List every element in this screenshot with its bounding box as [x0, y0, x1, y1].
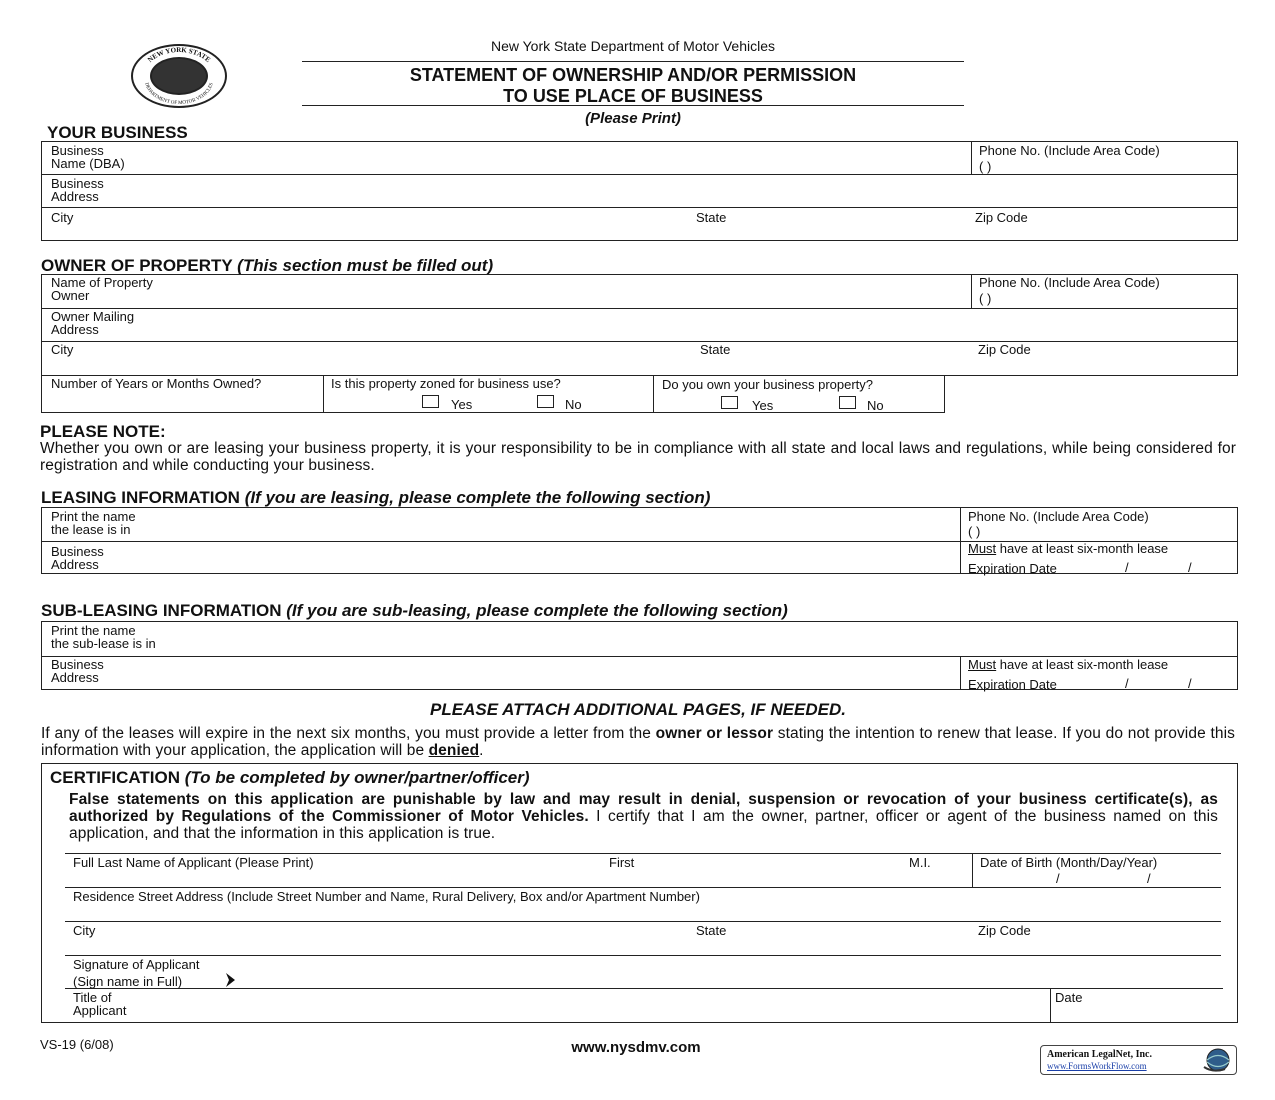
website-url[interactable]: www.nysdmv.com	[571, 1039, 701, 1056]
owner-zip-field[interactable]: Zip Code	[978, 342, 1031, 357]
yb-row-line-1	[41, 174, 1238, 175]
oq-col-line-1	[323, 375, 324, 413]
leasing-heading-text: LEASING INFORMATION	[41, 488, 240, 507]
ow-row-line-2	[41, 341, 1238, 342]
cert-line-1	[65, 853, 1221, 854]
leasing-heading	[41, 488, 710, 508]
subleasing-heading	[41, 601, 788, 621]
applicant-city-field[interactable]: City	[73, 923, 96, 938]
sublease-must-rest: have at least six-month lease	[996, 657, 1169, 672]
title-rule-top	[302, 61, 964, 62]
lease-must-word: Must	[968, 541, 997, 556]
agency-name: New York State Department of Motor Vehicles	[490, 38, 776, 54]
certification-heading-text: CERTIFICATION	[50, 768, 181, 787]
applicant-mi-field[interactable]: M.I.	[909, 855, 931, 870]
business-state-field[interactable]: State	[696, 210, 727, 225]
brand-url: www.FormsWorkFlow.com	[1047, 1061, 1147, 1071]
certification-warning: False statements on this application are punishable by law and may result in denial, suspension or revocation of your business certificate(s), as authorized by Regulations of the Commissioner of Motor Vehicles.	[69, 791, 1218, 825]
please-note-text: Whether you own or are leasing your business property, it is your responsibility to be in compliance with all state and local laws and regulations, while being considered for registration and while conducting your business.	[40, 440, 1236, 474]
owner-phone-field[interactable]: Phone No. (Include Area Code)	[979, 275, 1160, 290]
certification-heading-note: (To be completed by owner/partner/officer)	[184, 768, 530, 787]
globe-icon	[1201, 1047, 1233, 1073]
zoned-yes-label: Yes	[451, 397, 473, 412]
subleasing-heading-note: (If you are sub-leasing, please complete the following section)	[286, 601, 788, 620]
owner-heading	[41, 256, 493, 276]
please-print-note: (Please Print)	[585, 110, 681, 127]
cert-line-2	[65, 887, 1221, 888]
signature-date-field[interactable]: Date	[1055, 990, 1083, 1005]
own-no-label: No	[867, 398, 884, 413]
cert-line-4	[65, 955, 1221, 956]
please-note-heading: PLEASE NOTE:	[40, 422, 166, 441]
brand-badge[interactable]	[1040, 1045, 1237, 1075]
own-property-question: Do you own your business property?	[662, 377, 874, 392]
years-owned-field[interactable]: Number of Years or Months Owned?	[51, 376, 262, 391]
ow-row-line-1	[41, 308, 1238, 309]
lease-name-field[interactable]: Print the name the lease is in	[51, 509, 136, 537]
lease-address-field[interactable]: Business Address	[51, 544, 104, 572]
applicant-first-name-field[interactable]: First	[609, 855, 635, 870]
yb-row-line-2	[41, 207, 1238, 208]
applicant-state-field[interactable]: State	[696, 923, 727, 938]
zoned-no-checkbox[interactable]	[537, 395, 554, 408]
business-zip-field[interactable]: Zip Code	[975, 210, 1028, 225]
applicant-dob-field[interactable]: Date of Birth (Month/Day/Year)	[980, 855, 1158, 870]
form-title-line1: STATEMENT OF OWNERSHIP AND/OR PERMISSION	[409, 65, 857, 85]
sublease-exp-slash-2: /	[1188, 676, 1192, 691]
lease-expiration-field[interactable]: Expiration Date	[968, 561, 1057, 576]
owner-mailing-field[interactable]: Owner Mailing Address	[51, 309, 135, 337]
le-col-line	[960, 507, 961, 574]
sublease-address-field[interactable]: Business Address	[51, 657, 104, 685]
svg-text:DEPARTMENT OF MOTOR VEHICLES: DEPARTMENT OF MOTOR VEHICLES	[143, 82, 215, 106]
own-no-checkbox[interactable]	[839, 396, 856, 409]
oq-col-line-2	[653, 375, 654, 413]
sublease-name-field[interactable]: Print the name the sub-lease is in	[51, 623, 156, 651]
business-phone-parens: ( )	[979, 159, 992, 174]
lease-exp-slash-1: /	[1125, 560, 1129, 575]
zoned-no-label: No	[565, 397, 582, 412]
sublease-must-word: Must	[968, 657, 997, 672]
cert-col-line-2	[1050, 988, 1051, 1023]
title-rule-bottom	[302, 105, 964, 106]
sublease-expiration-field[interactable]: Expiration Date	[968, 677, 1057, 692]
cert-col-line-1	[972, 853, 973, 887]
arrow-right-icon	[224, 972, 236, 988]
own-yes-label: Yes	[752, 398, 774, 413]
signature-label: Signature of Applicant	[73, 957, 200, 972]
attach-pages-note: PLEASE ATTACH ADDITIONAL PAGES, IF NEEDED.	[430, 700, 846, 719]
lease-phone-parens: ( )	[968, 524, 981, 539]
owner-state-field[interactable]: State	[700, 342, 731, 357]
owner-heading-note: (This section must be filled out)	[237, 256, 494, 275]
owner-heading-text: OWNER OF PROPERTY	[41, 256, 233, 275]
lease-exp-slash-2: /	[1188, 560, 1192, 575]
yb-col-line	[971, 141, 972, 174]
expire-note-denied: denied	[428, 742, 480, 759]
certification-statement	[69, 791, 1218, 842]
sublease-must-note	[968, 658, 1168, 671]
business-city-field[interactable]: City	[51, 210, 74, 225]
zoned-question: Is this property zoned for business use?	[331, 376, 561, 391]
expire-note-end: .	[479, 742, 484, 759]
applicant-zip-field[interactable]: Zip Code	[978, 923, 1031, 938]
nys-seal	[131, 44, 227, 108]
owner-phone-parens: ( )	[979, 291, 992, 306]
form-title	[302, 65, 964, 107]
leasing-heading-note: (If you are leasing, please complete the following section)	[244, 488, 711, 507]
expire-note-part1: If any of the leases will expire in the next six months, you must provide a letter from the	[41, 725, 656, 742]
signature-field[interactable]: (Sign name in Full)	[73, 974, 183, 989]
form-id: VS-19 (6/08)	[40, 1037, 114, 1052]
ow-col-line	[971, 274, 972, 308]
own-yes-checkbox[interactable]	[721, 396, 738, 409]
certification-affirmation: I certify that I am the owner, partner, officer or agent of the business named on this application, and that the information in this application is true.	[69, 808, 1218, 842]
applicant-last-name-field[interactable]: Full Last Name of Applicant (Please Print)	[73, 855, 314, 870]
expire-note-bold: owner or lessor	[655, 725, 774, 742]
lease-must-note	[968, 542, 1168, 555]
your-business-heading: YOUR BUSINESS	[47, 123, 188, 142]
residence-address-field[interactable]: Residence Street Address (Include Street Number and Name, Rural Delivery, Box and/or Apartment Number)	[73, 889, 700, 904]
expire-note-part2: stating the intention to renew that lease. If you do not provide this information with your application, the application will be	[41, 725, 1235, 759]
business-phone-field[interactable]: Phone No. (Include Area Code)	[979, 143, 1160, 158]
sublease-exp-slash-1: /	[1125, 676, 1129, 691]
sl-col-line	[960, 656, 961, 690]
dob-slash-1: /	[1056, 871, 1060, 886]
owner-name-field[interactable]: Name of Property Owner	[51, 275, 153, 303]
applicant-title-field[interactable]: Title of Applicant	[73, 990, 127, 1018]
lease-phone-field[interactable]: Phone No. (Include Area Code)	[968, 509, 1149, 524]
business-address-field[interactable]: Business Address	[51, 176, 104, 204]
zoned-yes-checkbox[interactable]	[422, 395, 439, 408]
brand-name: American LegalNet, Inc.	[1047, 1049, 1152, 1060]
cert-line-3	[65, 921, 1221, 922]
svg-text:NEW YORK STATE: NEW YORK STATE	[146, 46, 212, 65]
form-title-line2: TO USE PLACE OF BUSINESS	[503, 86, 763, 106]
business-name-field[interactable]: Business Name (DBA)	[51, 143, 125, 171]
owner-city-field[interactable]: City	[51, 342, 74, 357]
subleasing-heading-text: SUB-LEASING INFORMATION	[41, 601, 282, 620]
dob-slash-2: /	[1147, 871, 1151, 886]
lease-expire-note	[41, 725, 1235, 759]
lease-must-rest: have at least six-month lease	[996, 541, 1169, 556]
certification-heading	[50, 768, 530, 788]
seal-lettering	[133, 46, 225, 106]
